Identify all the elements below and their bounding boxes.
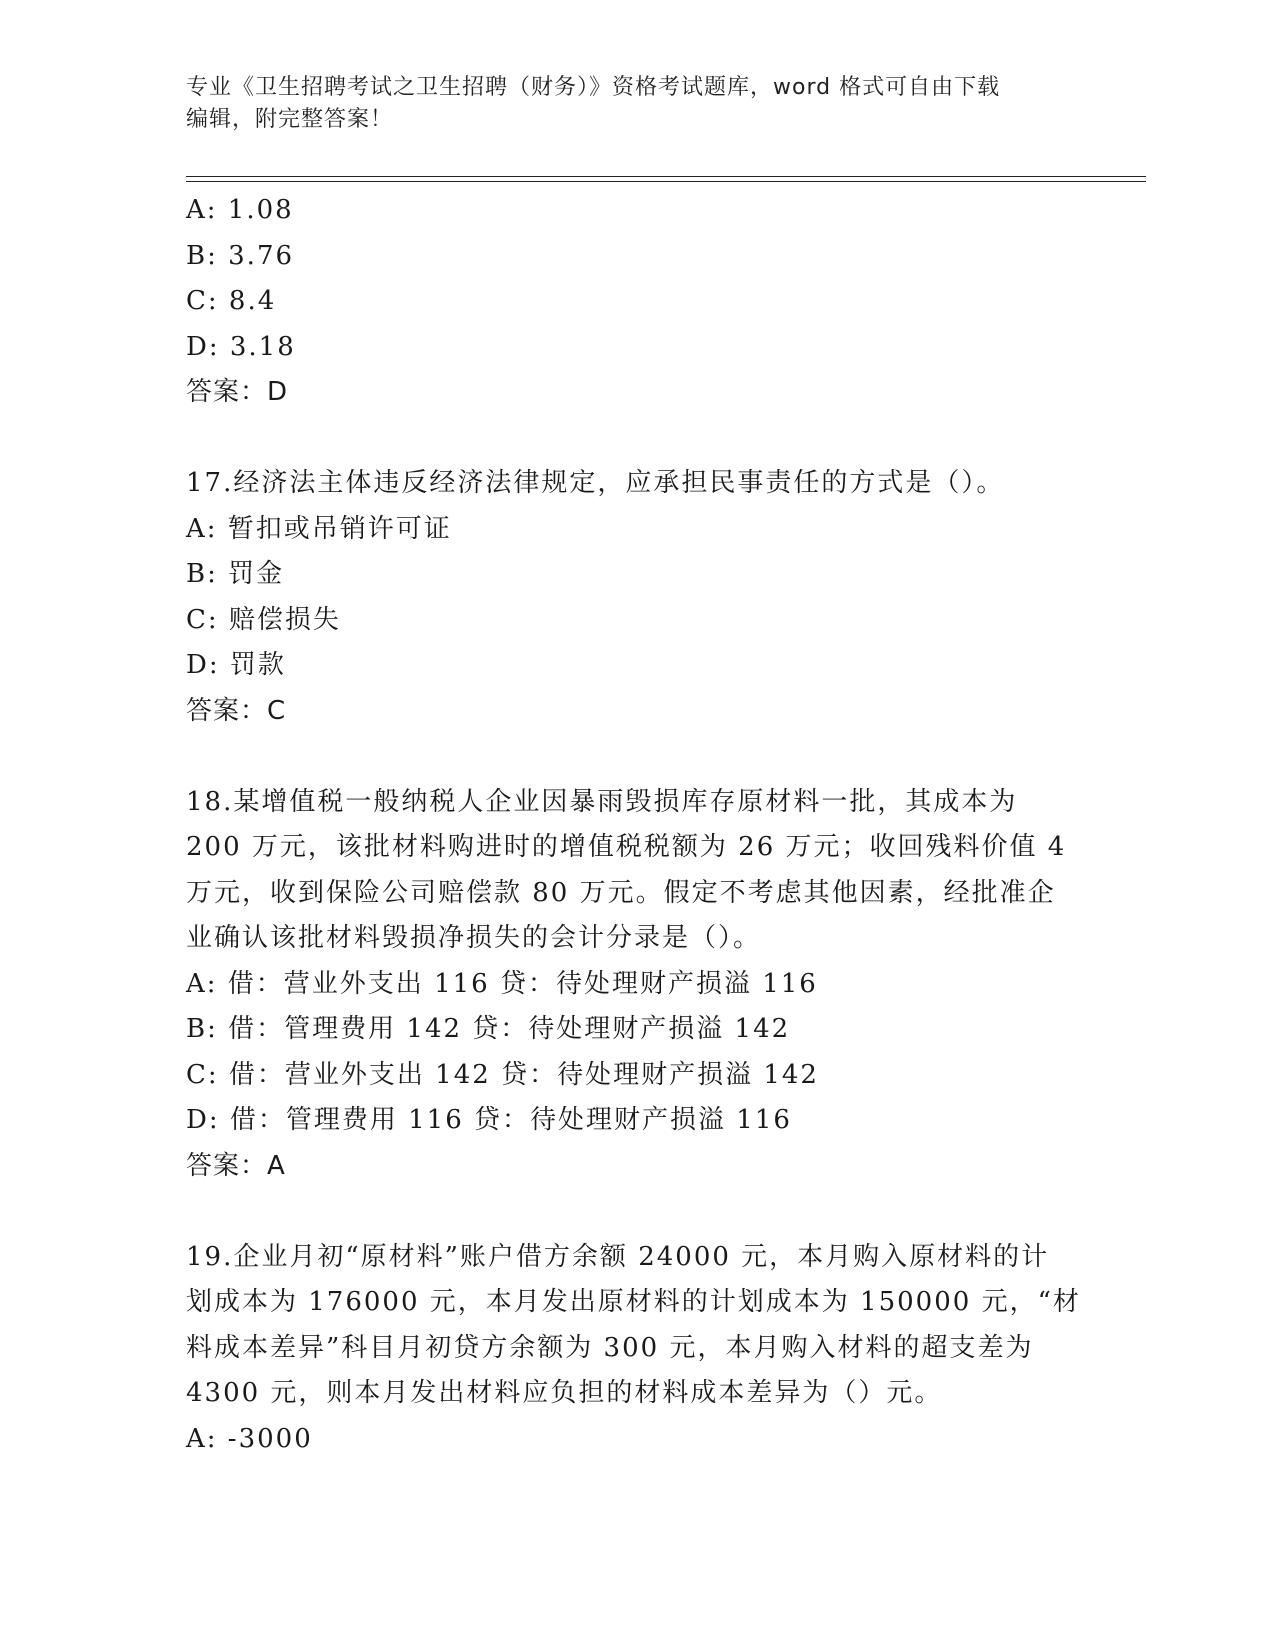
question-stem-line: 18.某增值税一般纳税人企业因暴雨毁损库存原材料一批，其成本为: [186, 786, 1018, 817]
question-list: [186, 188, 1086, 1462]
question-stem-line: 万元，收到保险公司赔偿款 80 万元。假定不考虑其他因素，经批准企: [186, 877, 1056, 908]
answer: 答案：C: [186, 695, 287, 726]
question-stem-line: 划成本为 176000 元，本月发出原材料的计划成本为 150000 元，“材: [186, 1287, 1081, 1317]
header-line-2: 编辑，附完整答案！: [186, 107, 394, 132]
option-a: A: -3000: [186, 1423, 313, 1454]
option-b: B: 罚金: [186, 559, 285, 589]
question-18: [186, 780, 1086, 1190]
spacer: [186, 734, 1086, 780]
option-d: D: 罚款: [186, 650, 286, 680]
option-a: A: 1.08: [186, 195, 294, 225]
spacer: [186, 1189, 1086, 1235]
option-d: D: 借：管理费用 116 贷：待处理财产损溢 116: [186, 1105, 792, 1135]
question-stem-line: 200 万元，该批材料购进时的增值税税额为 26 万元；收回残料价值 4: [186, 832, 1067, 862]
document-header: [186, 72, 1086, 136]
header-line-1: 专业《卫生招聘考试之卫生招聘（财务）》资格考试题库，word 格式可自由下载: [186, 75, 1001, 100]
question-16: [186, 188, 1086, 416]
header-rule-top: [186, 176, 1146, 177]
option-c: C: 借：营业外支出 142 贷：待处理财产损溢 142: [186, 1059, 819, 1090]
question-17: [186, 461, 1086, 734]
question-stem-line: 4300 元，则本月发出材料应负担的材料成本差异为（）元。: [186, 1378, 943, 1408]
option-b: B: 3.76: [186, 240, 295, 271]
question-stem-line: 19.企业月初“原材料”账户借方余额 24000 元，本月购入原材料的计: [186, 1241, 1050, 1272]
option-b: B: 借：管理费用 142 贷：待处理财产损溢 142: [186, 1014, 791, 1044]
option-d: D: 3.18: [186, 331, 296, 362]
option-c: C: 赔偿损失: [186, 604, 341, 635]
question-stem-line: 料成本差异”科目月初贷方余额为 300 元，本月购入材料的超支差为: [186, 1332, 1034, 1363]
question-stem-line: 业确认该批材料毁损净损失的会计分录是（）。: [186, 923, 762, 953]
answer: 答案：A: [186, 1150, 286, 1181]
spacer: [186, 416, 1086, 462]
option-a: A: 暂扣或吊销许可证: [186, 513, 452, 544]
answer: 答案：D: [186, 377, 289, 407]
option-a: A: 借：营业外支出 116 贷：待处理财产损溢 116: [186, 968, 818, 999]
question-stem: 17.经济法主体违反经济法律规定，应承担民事责任的方式是（）。: [186, 468, 1005, 498]
question-19: [186, 1235, 1086, 1463]
option-c: C: 8.4: [186, 286, 277, 316]
header-rule-bottom: [186, 181, 1146, 182]
